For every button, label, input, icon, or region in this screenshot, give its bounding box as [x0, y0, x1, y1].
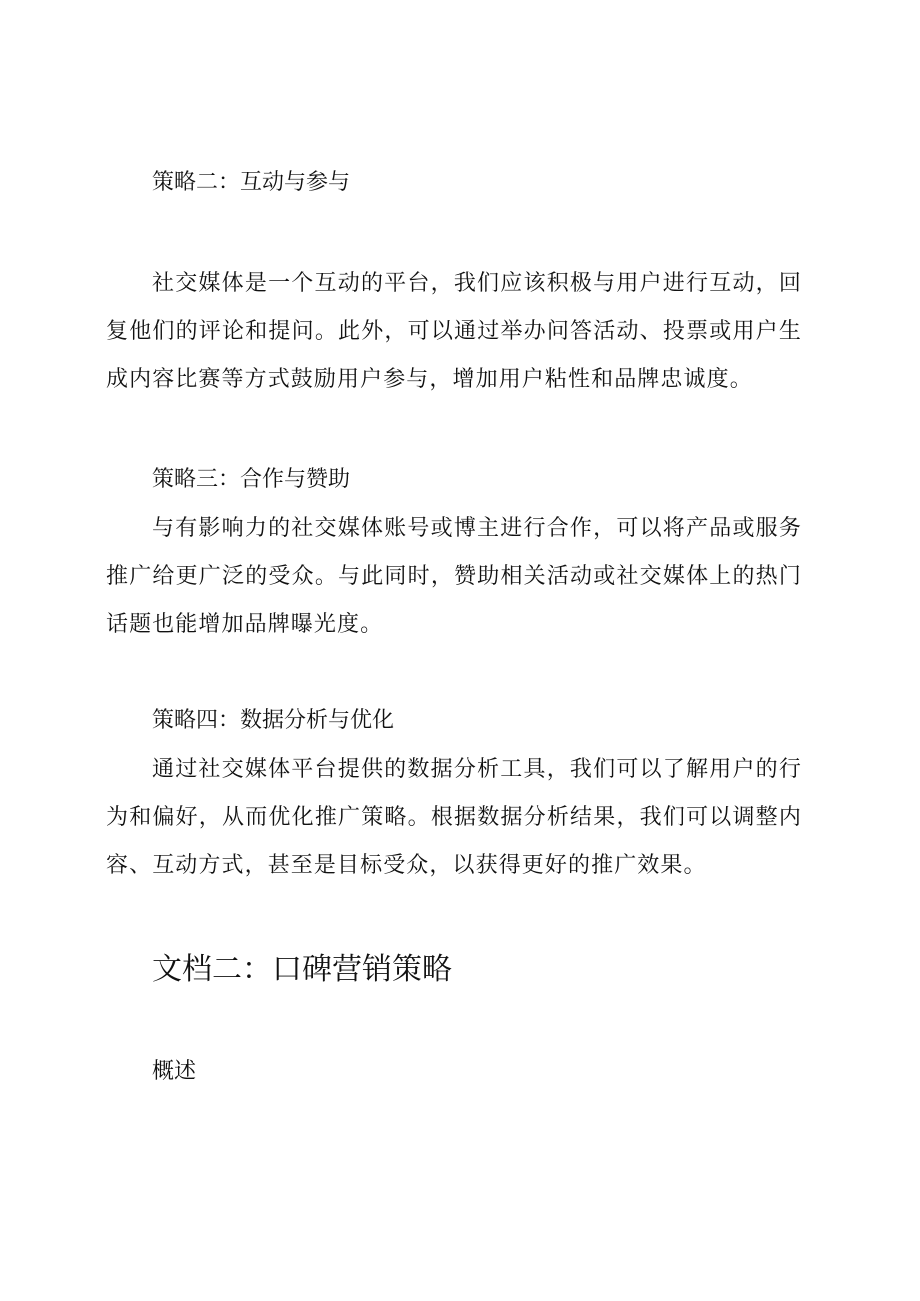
section-body-strategy-4: 通过社交媒体平台提供的数据分析工具，我们可以了解用户的行为和偏好，从而优化推广策略。根据数据分析结果，我们可以调整内容、互动方式，甚至是目标受众，以获得更好的推广效果。 — [106, 757, 802, 878]
section-heading-strategy-4: 策略四：数据分析与优化 — [152, 708, 395, 733]
section-heading-strategy-3: 策略三：合作与赞助 — [152, 467, 351, 492]
section-heading-strategy-2: 策略二：互动与参与 — [152, 170, 351, 195]
section-body-strategy-3: 与有影响力的社交媒体账号或博主进行合作，可以将产品或服务推广给更广泛的受众。与此同时，赞助相关活动或社交媒体上的热门话题也能增加品牌曝光度。 — [106, 516, 802, 637]
overview-heading: 概述 — [152, 1059, 197, 1084]
document-two-title: 文档二：口碑营销策略 — [152, 952, 452, 987]
section-body-strategy-2: 社交媒体是一个互动的平台，我们应该积极与用户进行互动，回复他们的评论和提问。此外，可以通过举办问答活动、投票或用户生成内容比赛等方式鼓励用户参与，增加用户粘性和品牌忠诚度。 — [106, 271, 802, 392]
